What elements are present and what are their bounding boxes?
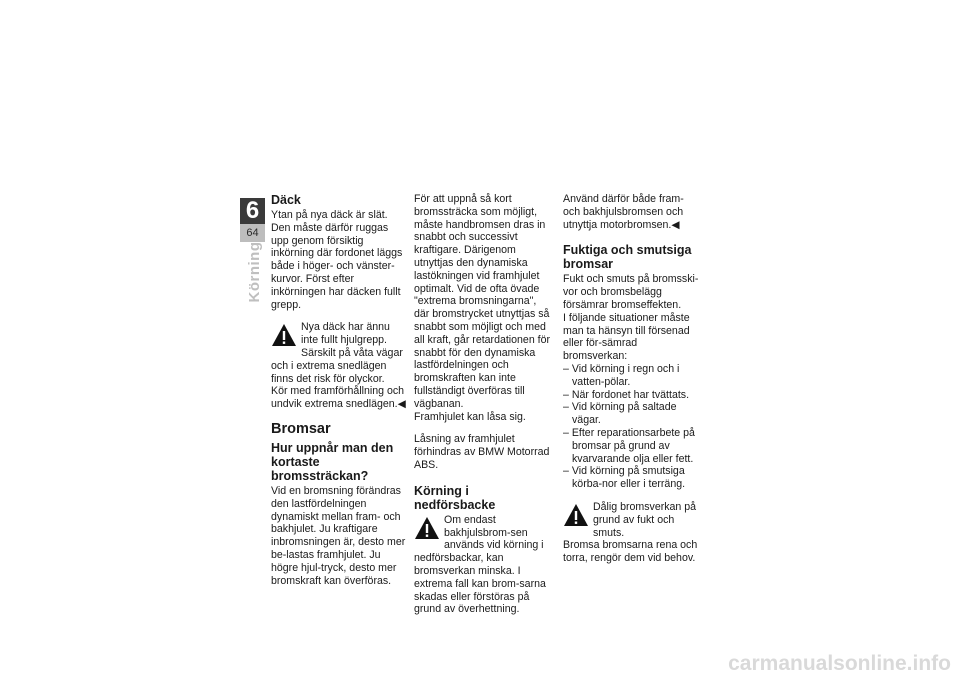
- chapter-tab: [240, 198, 265, 242]
- warning-block-tyres: [271, 321, 407, 385]
- list-item: – Vid körning i regn och i vatten-pölar.: [563, 362, 680, 388]
- list-item: – Efter reparationsarbete på bromsar på grund av kvarvarande olja eller fett.: [563, 426, 695, 465]
- heading-stopping-distance: Hur uppnår man den kortaste bromssträckan?: [271, 440, 394, 483]
- chapter-side-label: Körning: [246, 241, 263, 303]
- warning-text-tyres: Nya däck har ännu inte fullt hjulgrepp. Särskilt på våta vägar och i extrema snedlägen finns det risk för olyckor.: [271, 321, 403, 385]
- chapter-number: 6: [245, 197, 260, 224]
- paragraph-abs: Låsning av framhjulet förhindras av BMW Motorrad ABS.: [414, 433, 550, 471]
- heading-downhill: Körning i nedförsbacke: [414, 483, 496, 512]
- paragraph-wheel-lock: Framhjulet kan låsa sig.: [414, 410, 526, 423]
- warning-triangle-icon: [414, 516, 440, 540]
- warning-text-wet-brakes: Dålig bromsverkan på grund av fukt och smuts.: [593, 500, 697, 539]
- warning-block-downhill: [414, 514, 552, 616]
- watermark: carmanualsonline.info: [728, 652, 951, 675]
- list-item: – Vid körning på smutsiga körba-nor eller i terräng.: [563, 465, 686, 491]
- warning-text-downhill: Om endast bakhjulsbrom-sen används vid körning i nedförsbackar, kan bromsverkan minska. I extrema fall kan brom-sarna skadas eller förstöras på grund av överhettning.: [414, 513, 546, 616]
- page-number: 64: [246, 227, 259, 239]
- list-item: – När fordonet har tvättats.: [563, 388, 690, 401]
- paragraph-stopping-distance: Vid en bromsning förändras den lastfördelningen dynamiskt mellan fram- och bakhjulet. Ju kraftigare inbromsningen är, desto mer be-lastas framhjulet. Ju högre hjul-tryck, desto mer bromskraft kan överföras.: [271, 484, 406, 587]
- paragraph-braking-technique: För att uppnå så kort bromssträcka som möjligt, måste handbromsen dras in snabbt och successivt kraftigare. Därigenom utnyttjas den dynamiska lastökningen vid framhjulet optimalt. Vid de ofta övade "extrema bromsningarna", där bromstrycket utnyttjas så snabbt som möjligt och med all kraft, går retardationen för snabbt för den dynamiska lastfördelningen och bromskraften kan inte fullständigt överföras till vägbanan.: [414, 193, 551, 410]
- warning-advice-tyres: Kör med framförhållning och undvik extrema snedlägen.◀: [271, 385, 406, 411]
- warning-block-wet-brakes: [563, 501, 699, 539]
- list-item: – Vid körning på saltade vägar.: [563, 401, 677, 427]
- warning-advice-wet-brakes: Bromsa bromsarna rena och torra, rengör dem vid behov.: [563, 539, 698, 565]
- paragraph-dack: Ytan på nya däck är slät. Den måste därför ruggas upp genom försiktig inkörning där fordonet läggs både i höger- och vänster-kurvor. Först efter inkörningen har däcken fullt grepp.: [271, 209, 403, 311]
- column-3: [563, 193, 699, 565]
- situations-list: [563, 363, 699, 491]
- warning-triangle-icon: [563, 503, 589, 527]
- column-2: [414, 193, 552, 616]
- heading-dack: Däck: [271, 193, 301, 207]
- heading-wet-dirty-brakes: Fuktiga och smutsiga bromsar: [563, 243, 692, 272]
- paragraph-moisture: Fukt och smuts på bromsski-vor och bromsbelägg försämrar bromseffekten.: [563, 273, 699, 311]
- paragraph-use-both-brakes: Använd därför både fram- och bakhjulsbromsen och utnyttja motorbromsen.◀: [563, 193, 684, 231]
- column-1: [271, 193, 407, 587]
- paragraph-situations: I följande situationer måste man ta hänsyn till försenad eller för-sämrad bromsverkan:: [563, 311, 690, 363]
- warning-triangle-icon: [271, 323, 297, 347]
- heading-bromsar: Bromsar: [271, 420, 331, 437]
